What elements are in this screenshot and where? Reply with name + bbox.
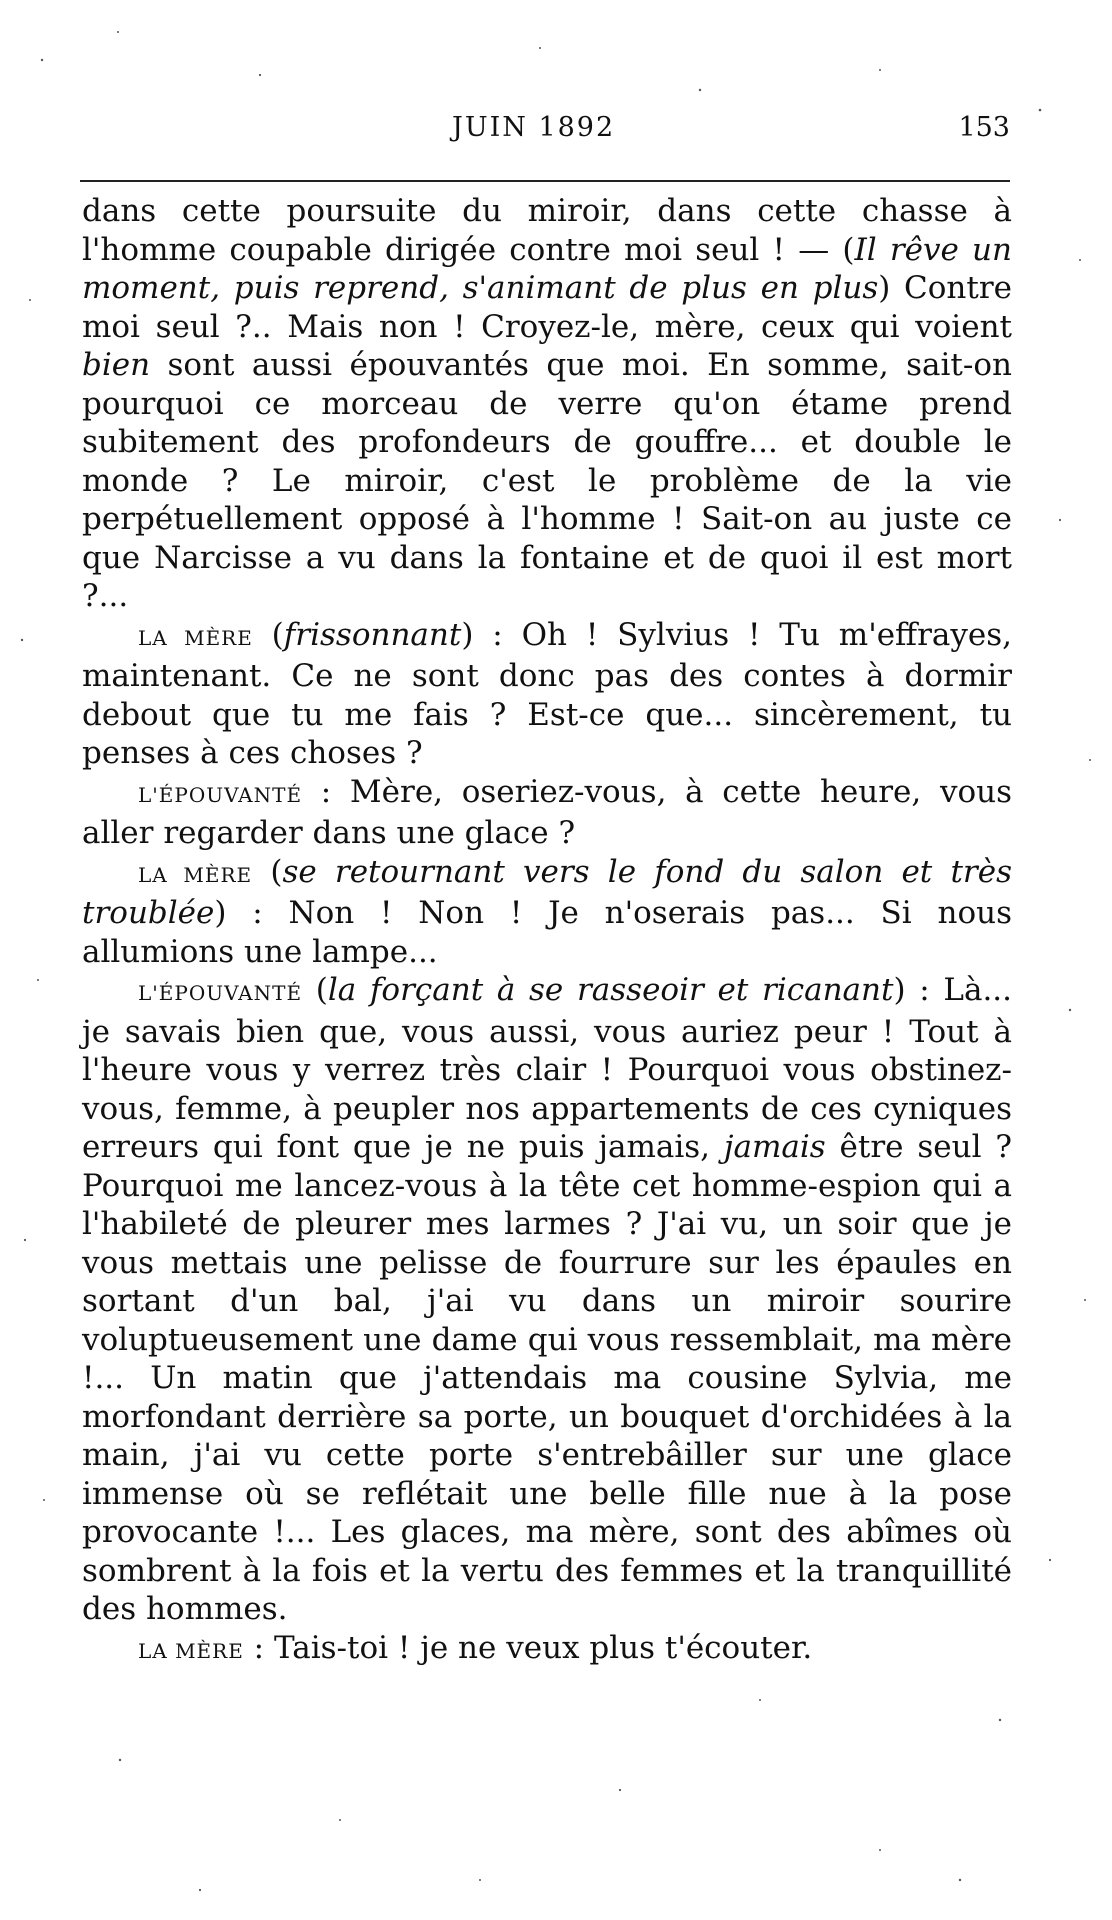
emphasis: bien	[82, 347, 151, 383]
speaker-name: LA MÈRE	[138, 625, 253, 650]
text-segment: sont aussi épouvantés que moi. En somme, sait-on pourquoi ce morceau de verre qu'on étame prend subitement des profondeurs de gouffre... et double le monde ? Le miroir, c'est le problème de la vie perpétuellement opposé à l'homme ! Sait-on au juste ce que Narcisse a vu dans la fontaine et de quoi il est mort ?...	[82, 347, 1012, 614]
speaker-name: L'ÉPOUVANTÉ	[138, 782, 303, 807]
speech-la-mere-2: LA MÈRE (se retournant vers le fond du salon et très troublée) : Non ! Non ! Je n'oserais pas... Si nous allumions une lampe...	[82, 853, 1012, 970]
page-body	[82, 192, 1012, 1670]
header-rule	[80, 180, 1010, 182]
speech-la-mere-1: LA MÈRE (frissonnant) : Oh ! Sylvius ! Tu m'effrayes, maintenant. Ce ne sont donc pas des contes à dormir debout que tu me fais ? Est-ce que... sincèrement, tu penses à ces choses ?	[82, 616, 1013, 771]
speech-text: Non ! Non ! Je n'oserais pas... Si nous allumions une lampe...	[82, 895, 1012, 970]
stage-direction: se retournant vers le fond du salon et très troublée	[82, 853, 1012, 931]
paragraph-continuation	[82, 192, 1012, 616]
page-number: 153	[958, 112, 1010, 143]
speech-epouvante-1: L'ÉPOUVANTÉ : Mère, oseriez-vous, à cette heure, vous aller regarder dans une glace ?	[82, 773, 1012, 851]
speech-epouvante-2: L'ÉPOUVANTÉ (la forçant à se rasseoir et ricanant) : Là... je savais bien que, vous aussi, vous auriez peur ! Tout à l'heure vous y verrez très clair ! Pourquoi vous obstinez-vous, femme, à peupler nos appartements de ces cyniques erreurs qui font que je ne puis jamais, jamais être seul ? Pourquoi me lancez-vous à la tête cet homme-espion qui a l'habileté de pleurer mes larmes ? J'ai vu, un soir que je vous mettais une pelisse de fourrure sur les épaules en sortant d'un bal, j'ai vu dans un miroir sourire voluptueusement une dame qui vous ressemblait, ma mère !... Un matin que j'attendais ma cousine Sylvia, me morfondant derrière sa porte, un bouquet d'orchidées à la main, j'ai vu cette porte s'entrebâiller sur une glace immense où se reflétait une belle fille nue à la pose provocante !... Les glaces, ma mère, sont des abîmes où sombrent à la fois et la vertu des femmes et la tranquillité des hommes.	[82, 972, 1013, 1627]
text-segment: ) Contre moi seul ?.. Mais non ! Croyez-le, mère, ceux qui voient	[82, 270, 1013, 345]
speaker-name: LA MÈRE	[138, 862, 253, 887]
stage-direction: frissonnant	[283, 616, 462, 653]
stage-direction: Il rêve un moment, puis reprend, s'animant de plus en plus	[82, 231, 1012, 306]
speech-la-mere-3: LA MÈRE : Tais-toi ! je ne veux plus t'écouter.	[138, 1629, 813, 1666]
page-header	[80, 112, 1010, 152]
speech-text: Là... je savais bien que, vous aussi, vous auriez peur ! Tout à l'heure vous y verrez très clair ! Pourquoi vous obstinez-vous, femme, à peupler nos appartements de ces cyniques erreurs qui font que je ne puis jamais,	[82, 972, 1013, 1165]
speaker-name: L'ÉPOUVANTÉ	[138, 981, 303, 1005]
speaker-name: LA MÈRE	[138, 1638, 244, 1663]
running-title: JUIN 1892	[452, 112, 616, 143]
text-segment: dans cette poursuite du miroir, dans cette chasse à l'homme coupable dirigée contre moi seul ! — (	[82, 193, 1012, 268]
speech-text: Mère, oseriez-vous, à cette heure, vous aller regarder dans une glace ?	[82, 773, 1012, 851]
speech-text: Oh ! Sylvius ! Tu m'effrayes, maintenant. Ce ne sont donc pas des contes à dormir debout que tu me fais ? Est-ce que... sincèrement, tu penses à ces choses ?	[82, 616, 1013, 771]
emphasis: jamais	[723, 1129, 826, 1165]
stage-direction: la forçant à se rasseoir et ricanant	[327, 972, 894, 1008]
speech-text: Tais-toi ! je ne veux plus t'écouter.	[273, 1629, 813, 1666]
speech-text: être seul ? Pourquoi me lancez-vous à la tête cet homme-espion qui a l'habileté de pleurer mes larmes ? J'ai vu, un soir que je vous mettais une pelisse de fourrure sur les épaules en sortant d'un bal, j'ai vu dans un miroir sourire voluptueusement une dame qui vous ressemblait, ma mère !... Un matin que j'attendais ma cousine Sylvia, me morfondant derrière sa porte, un bouquet d'orchidées à la main, j'ai vu cette porte s'entrebâiller sur une glace immense où se reflétait une belle fille nue à la pose provocante !... Les glaces, ma mère, sont des abîmes où sombrent à la fois et la vertu des femmes et la tranquillité des hommes.	[82, 1129, 1012, 1627]
